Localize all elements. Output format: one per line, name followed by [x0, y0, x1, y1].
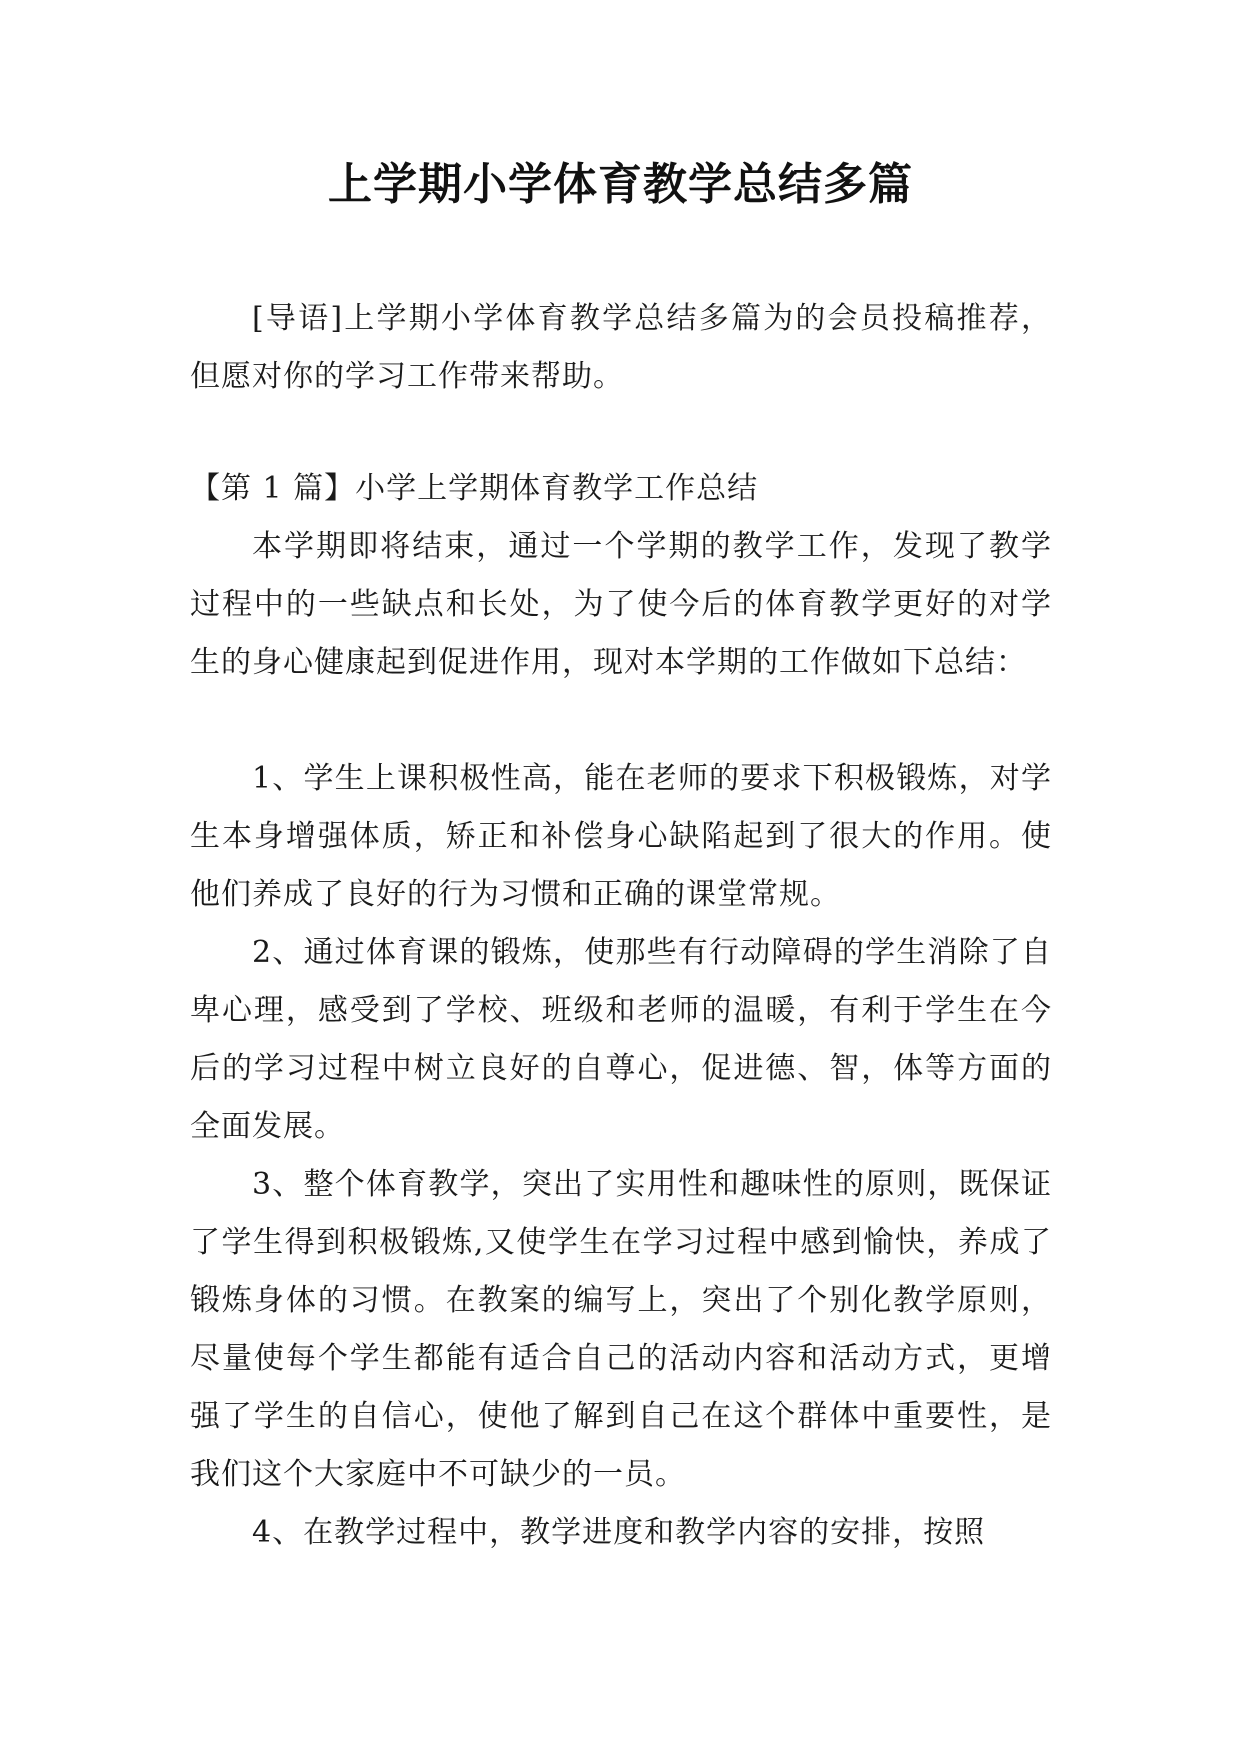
- intro-paragraph: [导语]上学期小学体育教学总结多篇为的会员投稿推荐，但愿对你的学习工作带来帮助。: [190, 301, 1052, 394]
- body-paragraph-item-1: 1、学生上课积极性高，能在老师的要求下积极锻炼，对学生本身增强体质，矫正和补偿身心缺陷起到了很大的作用。使他们养成了良好的行为习惯和正确的课堂常规。: [190, 761, 1052, 912]
- body-paragraph-item-4: 4、在教学过程中，教学进度和教学内容的安排，按照: [252, 1515, 986, 1550]
- body-paragraph-opening: 本学期即将结束，通过一个学期的教学工作，发现了教学过程中的一些缺点和长处，为了使今后的体育教学更好的对学生的身心健康起到促进作用，现对本学期的工作做如下总结：: [190, 529, 1052, 680]
- document-title: 上学期小学体育教学总结多篇: [328, 159, 913, 210]
- section-heading: 【第 1 篇】小学上学期体育教学工作总结: [190, 471, 759, 506]
- body-paragraph-item-3: 3、整个体育教学，突出了实用性和趣味性的原则，既保证了学生得到积极锻炼,又使学生在学习过程中感到愉快，养成了锻炼身体的习惯。在教案的编写上，突出了个别化教学原则，尽量使每个学生都能有适合自己的活动内容和活动方式，更增强了学生的自信心，使他了解到自己在这个群体中重要性，是我们这个大家庭中不可缺少的一员。: [190, 1167, 1052, 1492]
- body-paragraph-item-2: 2、通过体育课的锻炼，使那些有行动障碍的学生消除了自卑心理，感受到了学校、班级和老师的温暖，有利于学生在今后的学习过程中树立良好的自尊心，促进德、智，体等方面的全面发展。: [190, 935, 1052, 1144]
